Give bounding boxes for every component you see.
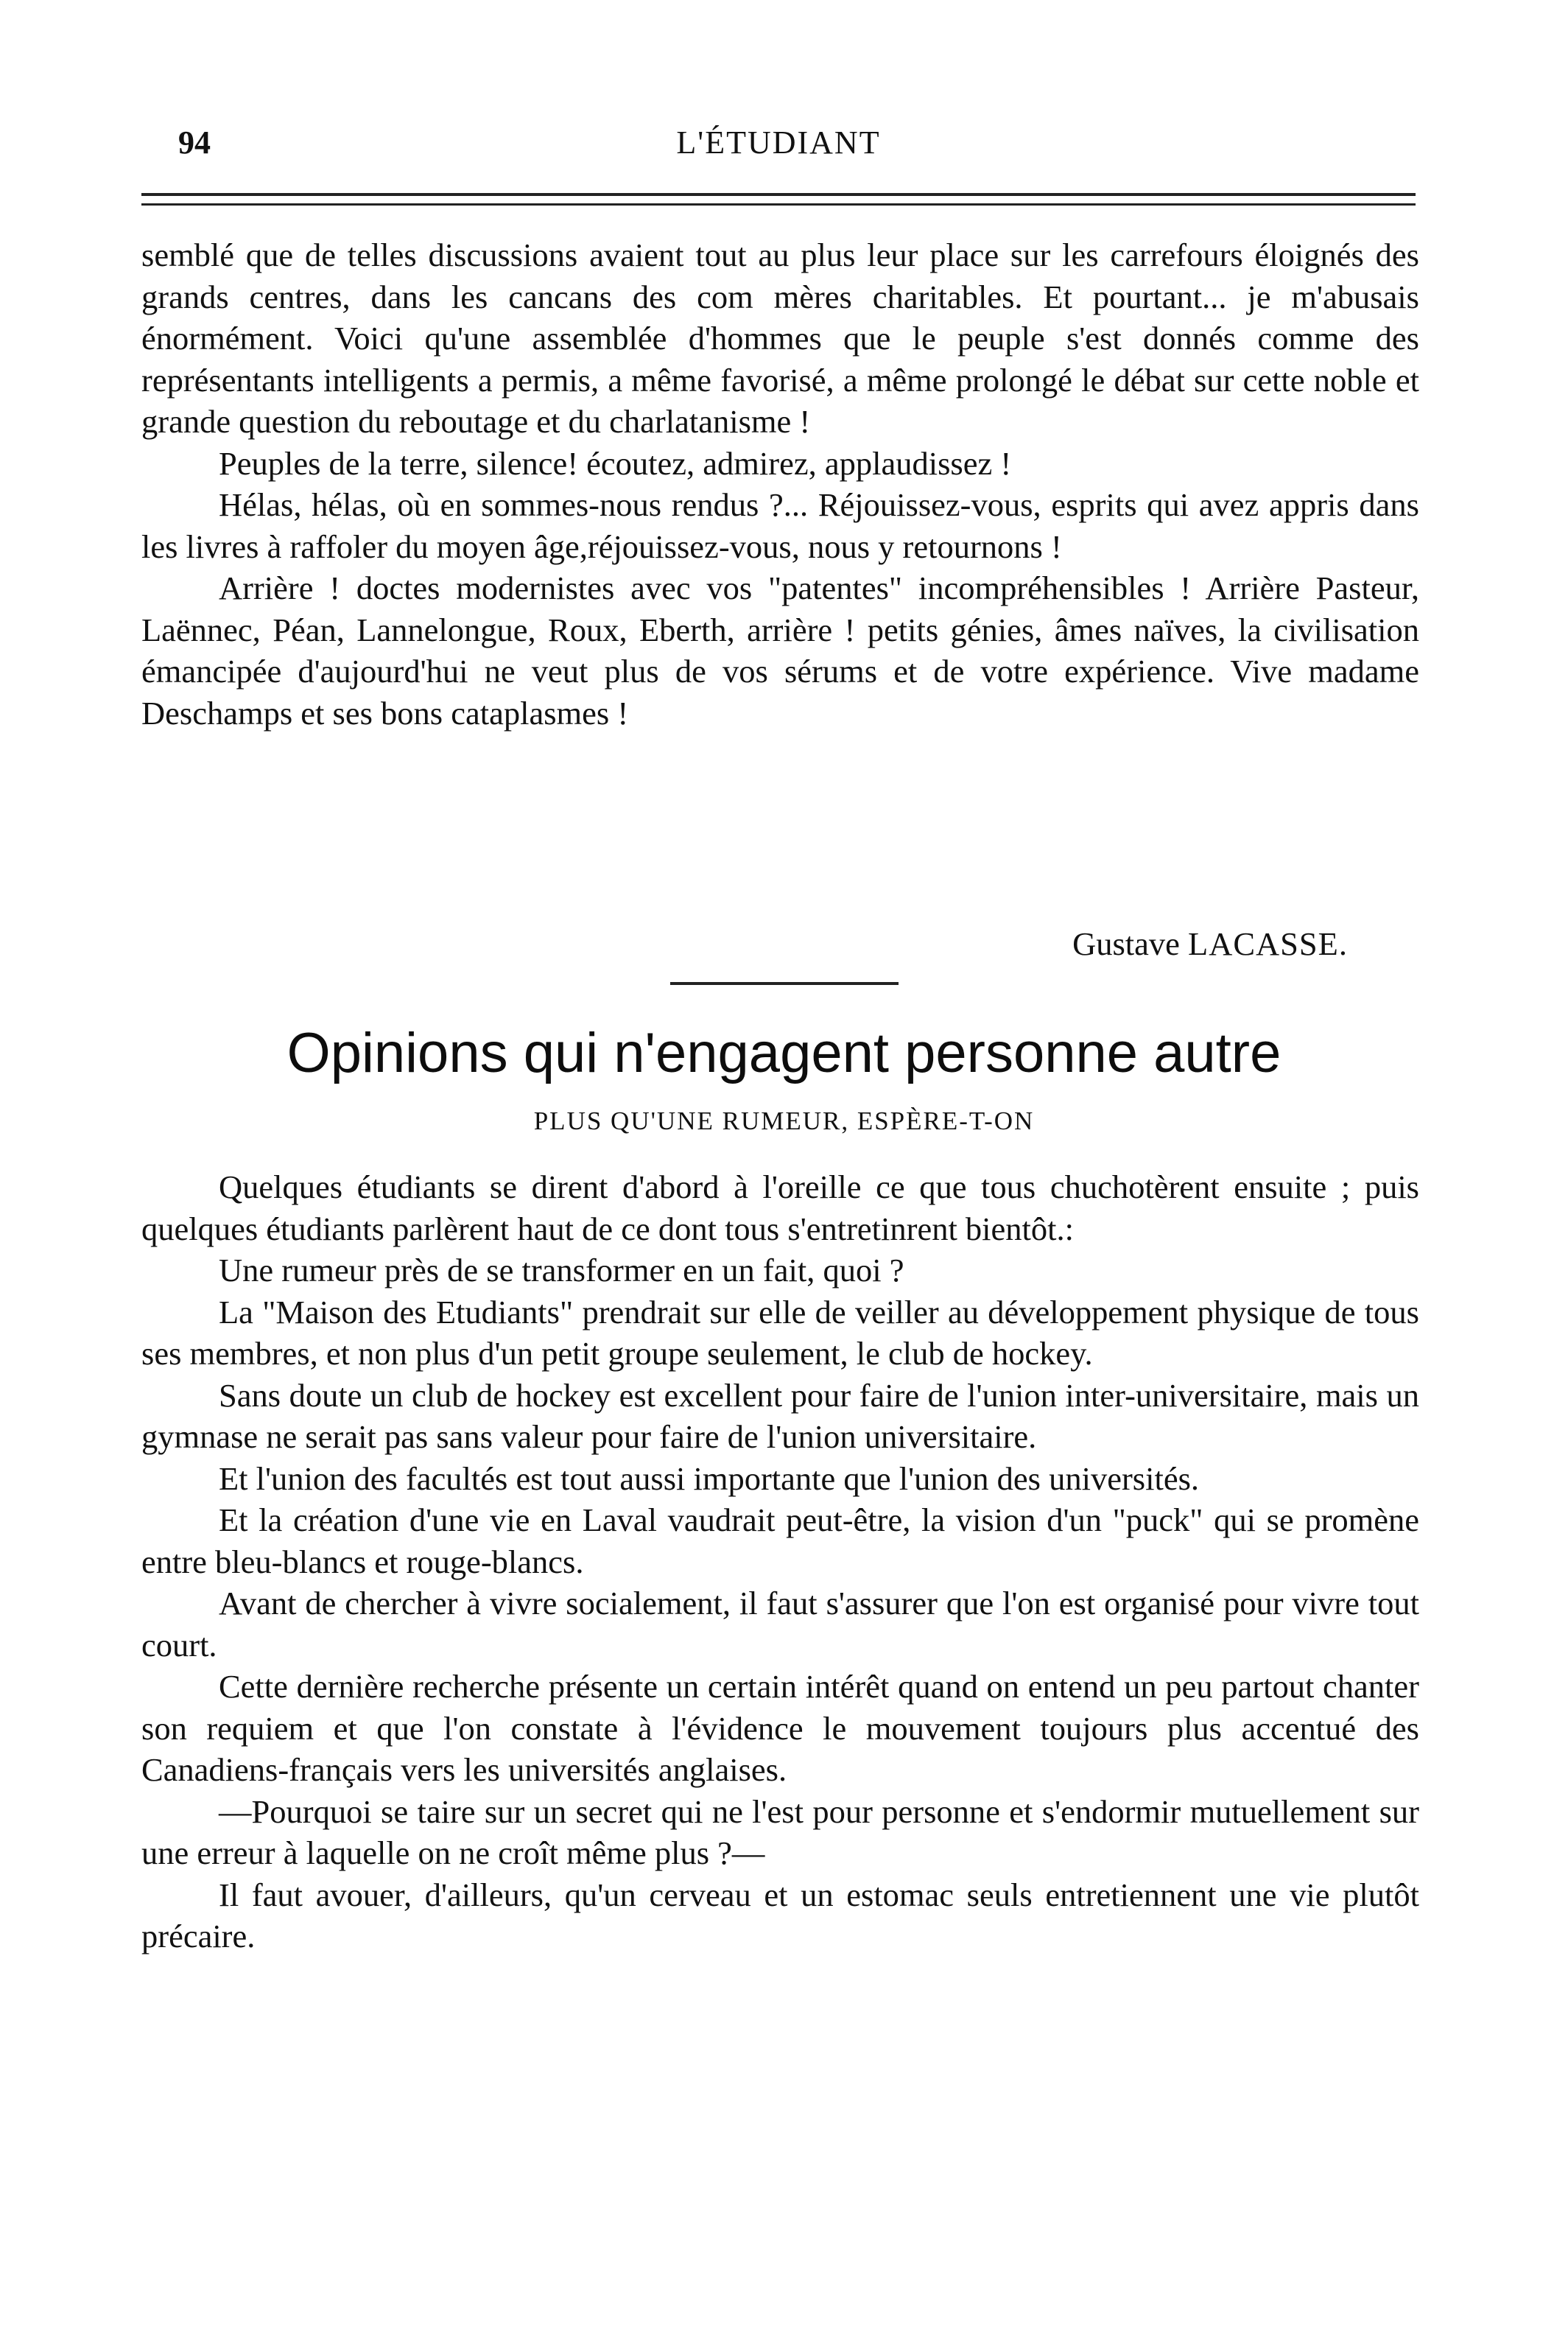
paragraph: Avant de chercher à vivre socialement, il faut s'assurer que l'on est organisé pour vivre tout court. [141, 1585, 1419, 1663]
article-subtitle: PLUS QU'UNE RUMEUR, ESPÈRE-T-ON [533, 1107, 1035, 1135]
author-signature [141, 923, 1348, 964]
journal-title: L'ÉTUDIANT [676, 125, 881, 161]
paragraph: semblé que de telles discussions avaient tout au plus leur place sur les carrefours éloignés des grands centres, dans les cancans des com mères charitables. Et pourtant... je m'abusais énormément. Voici qu'une assemblée d'hommes que le peuple s'est donnés comme des représentants intelligents a permis, a même favorisé, a même prolongé le débat sur cette noble et grande question du reboutage et du charlatanisme ! [141, 236, 1419, 440]
header-rule-top [141, 193, 1416, 196]
paragraph: Hélas, hélas, où en sommes-nous rendus ?... Réjouissez-vous, esprits qui avez appris dans les livres à raffoler du moyen âge,réjouissez-vous, nous y retournons ! [141, 486, 1419, 565]
paragraph: La "Maison des Etudiants" prendrait sur elle de veiller au développement physique de tous ses membres, et non plus d'un petit groupe seulement, le club de hockey. [141, 1293, 1419, 1372]
header-rule-bottom [141, 203, 1416, 206]
signature-last-name: LACASSE. [1188, 925, 1348, 962]
running-head [141, 124, 1416, 168]
article-title: Opinions qui n'engagent personne autre [286, 1022, 1282, 1084]
paragraph: Et l'union des facultés est tout aussi importante que l'union des universités. [219, 1459, 1200, 1497]
article-one-body [141, 234, 1419, 734]
page-number: 94 [178, 125, 211, 161]
signature-first-name: Gustave [1072, 925, 1180, 962]
article-two-body [141, 1166, 1419, 1957]
paragraph: Arrière ! doctes modernistes avec vos "patentes" incompréhensibles ! Arrière Pasteur, Laënnec, Péan, Lannelongue, Roux, Eberth, arrière ! petits génies, âmes naïves, la civilisation émancipée d'aujourd'hui ne veut plus de vos sérums et de votre expérience. Vive madame Deschamps et ses bons cataplasmes ! [141, 569, 1419, 732]
paragraph: Une rumeur près de se transformer en un fait, quoi ? [219, 1252, 904, 1289]
paragraph: Quelques étudiants se dirent d'abord à l'oreille ce que tous chuchotèrent ensuite ; puis quelques étudiants parlèrent haut de ce dont tous s'entretinrent bientôt.: [141, 1168, 1419, 1247]
article-separator [670, 982, 899, 985]
paragraph: Cette dernière recherche présente un certain intérêt quand on entend un peu partout chanter son requiem et que l'on constate à l'évidence le mouvement toujours plus accentué des Canadiens-français vers les universités anglaises. [141, 1668, 1419, 1788]
paragraph: Peuples de la terre, silence! écoutez, admirez, applaudissez ! [219, 444, 1012, 482]
paragraph: Et la création d'une vie en Laval vaudrait peut-être, la vision d'un "puck" qui se promène entre bleu-blancs et rouge-blancs. [141, 1501, 1419, 1580]
paragraph: Sans doute un club de hockey est excellent pour faire de l'union inter-universitaire, mais un gymnase ne serait pas sans valeur pour faire de l'union universitaire. [141, 1376, 1419, 1455]
paragraph: —Pourquoi se taire sur un secret qui ne l'est pour personne et s'endormir mutuellement sur une erreur à laquelle on ne croît même plus ?— [141, 1792, 1419, 1871]
paragraph: Il faut avouer, d'ailleurs, qu'un cerveau et un estomac seuls entretiennent une vie plutôt précaire. [141, 1876, 1419, 1954]
